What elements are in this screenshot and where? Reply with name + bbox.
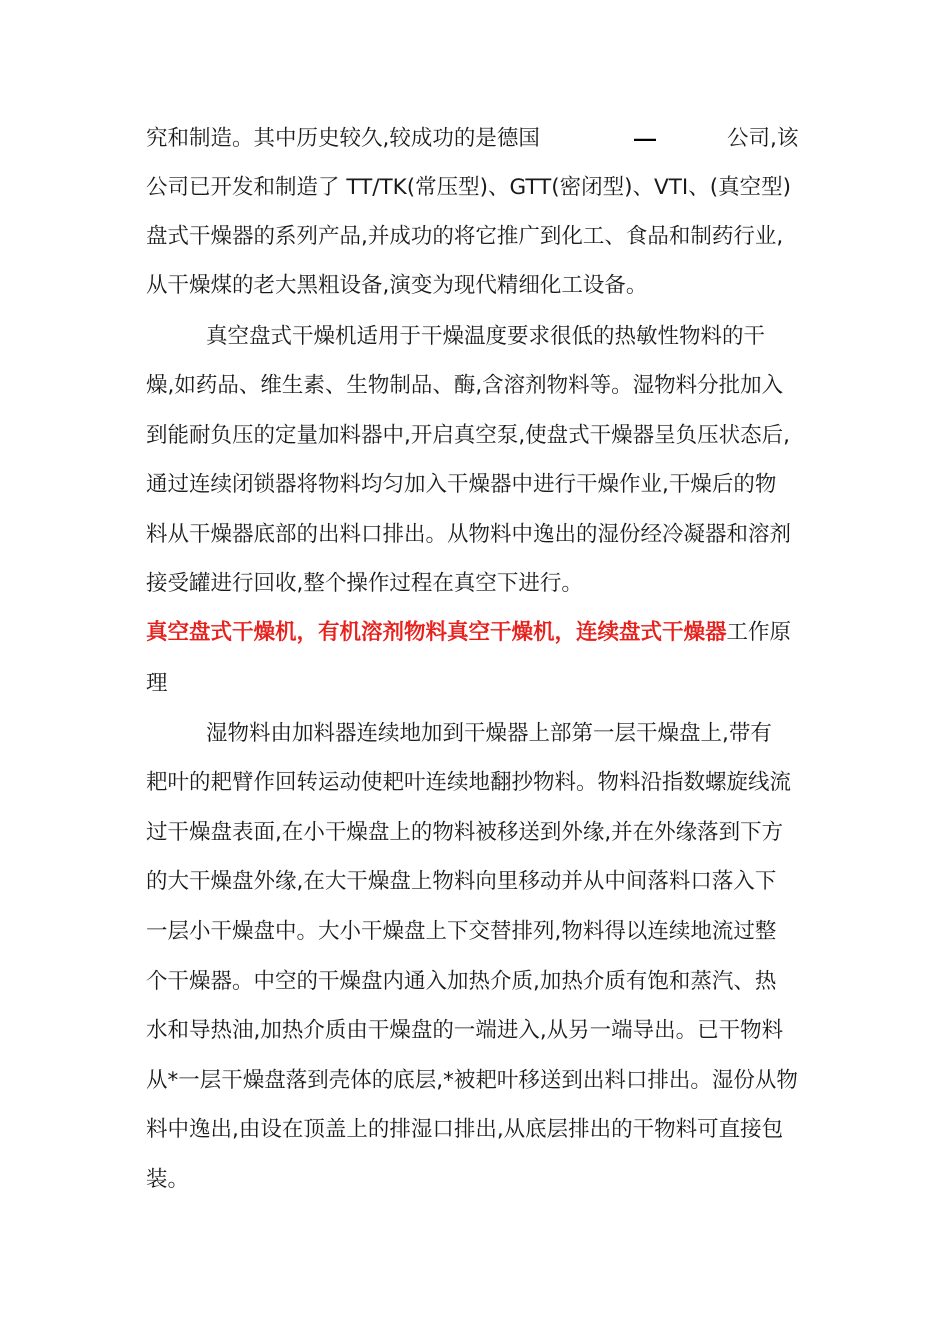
paragraph-3-line-7: 水和导热油,加热介质由干燥盘的一端进入,从另一端导出。已干物料: [146, 1018, 784, 1043]
paragraph-1-line-1-tail: 公司,该: [727, 126, 799, 151]
paragraph-3-line-5: 一层小干燥盘中。大小干燥盘上下交替排列,物料得以连续地流过整: [146, 919, 777, 944]
paragraph-3-line-3: 过干燥盘表面,在小干燥盘上的物料被移送到外缘,并在外缘落到下方: [146, 820, 784, 845]
paragraph-3-line-9: 料中逸出,由设在顶盖上的排湿口排出,从底层排出的干物料可直接包: [146, 1117, 784, 1142]
paragraph-2-line-4: 通过连续闭锁器将物料均匀加入干燥器中进行干燥作业,干燥后的物: [146, 472, 777, 497]
paragraph-1-line-1: 究和制造。其中历史较久,较成功的是德国: [146, 126, 540, 151]
heading-keywords-link[interactable]: 真空盘式干燥机，有机溶剂物料真空干燥机，连续盘式干燥器: [146, 620, 727, 645]
section-heading: [146, 618, 791, 648]
company-name-dash: —: [634, 126, 656, 151]
paragraph-3-line-8: 从*一层干燥盘落到壳体的底层,*被耙叶移送到出料口排出。湿份从物: [146, 1068, 798, 1093]
paragraph-3-line-1: 湿物料由加料器连续地加到干燥器上部第一层干燥盘上,带有: [206, 721, 772, 746]
paragraph-2-line-5: 料从干燥器底部的出料口排出。从物料中逸出的湿份经冷凝器和溶剂: [146, 522, 792, 547]
paragraph-2-line-3: 到能耐负压的定量加料器中,开启真空泵,使盘式干燥器呈负压状态后,: [146, 423, 791, 448]
paragraph-3-line-4: 的大干燥盘外缘,在大干燥盘上物料向里移动并从中间落料口落入下: [146, 869, 777, 894]
paragraph-2-line-2: 燥,如药品、维生素、生物制品、酶,含溶剂物料等。湿物料分批加入: [146, 373, 784, 398]
section-heading-line-2: 理: [146, 671, 168, 696]
paragraph-1-line-3: 盘式干燥器的系列产品,并成功的将它推广到化工、食品和制药行业,: [146, 224, 784, 249]
paragraph-3-line-10: 装。: [146, 1167, 190, 1192]
paragraph-3-line-2: 耙叶的耙臂作回转运动使耙叶连续地翻抄物料。物料沿指数螺旋线流: [146, 770, 792, 795]
paragraph-2-line-6: 接受罐进行回收,整个操作过程在真空下进行。: [146, 571, 583, 596]
paragraph-2-line-1: 真空盘式干燥机适用于干燥温度要求很低的热敏性物料的干: [206, 324, 766, 349]
heading-suffix: 工作原: [726, 620, 792, 645]
paragraph-3-line-6: 个干燥器。中空的干燥盘内通入加热介质,加热介质有饱和蒸汽、热: [146, 969, 777, 994]
paragraph-1-line-4: 从干燥煤的老大黑粗设备,演变为现代精细化工设备。: [146, 273, 648, 298]
paragraph-1-line-2: 公司已开发和制造了 TT/TK(常压型)、GTT(密闭型)、VTI、(真空型): [146, 175, 791, 200]
